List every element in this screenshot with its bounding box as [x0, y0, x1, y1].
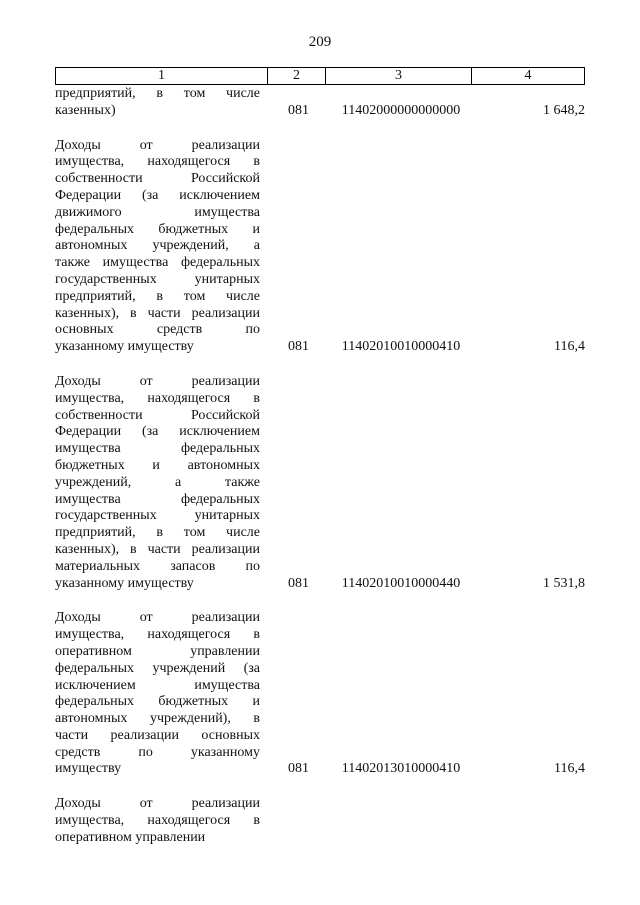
description-line: Доходы от реализации — [55, 137, 260, 153]
row-description — [55, 610, 260, 778]
description-line: федеральных бюджетных и — [55, 694, 260, 710]
table-header — [55, 67, 585, 85]
row-admin-code: 081 — [288, 575, 309, 591]
table-row — [55, 138, 585, 356]
description-line: казенных), в части реализации — [55, 305, 260, 321]
description-line: основных средств по — [55, 322, 260, 338]
description-line: части реализации основных — [55, 727, 260, 743]
description-line: федеральных учреждений (за — [55, 660, 260, 676]
row-amount: 1 531,8 — [543, 575, 585, 591]
description-line: государственных унитарных — [55, 508, 260, 524]
row-kbk-code: 11402013010000410 — [341, 761, 461, 777]
description-line: имуществу — [55, 761, 122, 777]
header-col-4: 4 — [524, 68, 532, 83]
header-col-1: 1 — [56, 68, 268, 84]
description-line: имущества федеральных — [55, 441, 260, 457]
description-line: предприятий, в том числе — [55, 288, 260, 304]
row-kbk-code: 11402000000000000 — [341, 102, 461, 118]
description-line: собственности Российской — [55, 171, 260, 187]
table-body — [55, 86, 585, 847]
description-line: имущества, находящегося в — [55, 390, 260, 406]
row-kbk-code: 11402010010000440 — [341, 575, 461, 591]
table-row — [55, 610, 585, 778]
description-line: исключением имущества — [55, 677, 260, 693]
description-line: Федерации (за исключением — [55, 187, 260, 203]
row-description — [55, 86, 260, 120]
description-line: средств по указанному — [55, 744, 260, 760]
description-line: имущества, находящегося в — [55, 154, 260, 170]
table-row — [55, 86, 585, 120]
description-line: оперативном управлении — [55, 643, 260, 659]
row-admin-code: 081 — [288, 339, 309, 355]
description-line: государственных унитарных — [55, 271, 260, 287]
page-number: 209 — [308, 34, 332, 50]
description-line: автономных учреждений), в — [55, 711, 260, 727]
description-line: указанному имуществу — [55, 339, 194, 355]
description-line: предприятий, в том числе — [55, 86, 260, 101]
row-admin-code: 081 — [288, 761, 309, 777]
row-amount: 1 648,2 — [543, 102, 585, 118]
row-admin-code: 081 — [288, 102, 309, 118]
description-line: предприятий, в том числе — [55, 525, 260, 541]
description-line: казенных), в части реализации — [55, 541, 260, 557]
description-line: учреждений, а также — [55, 474, 260, 490]
description-line: Доходы от реализации — [55, 796, 260, 812]
description-line: бюджетных и автономных — [55, 457, 260, 473]
description-line: движимого имущества — [55, 204, 260, 220]
description-line: автономных учреждений, а — [55, 238, 260, 254]
row-description — [55, 796, 260, 846]
description-line: собственности Российской — [55, 407, 260, 423]
row-amount: 116,4 — [554, 339, 585, 355]
description-line: имущества федеральных — [55, 491, 260, 507]
description-line: оперативном управлении — [55, 829, 206, 845]
description-line: Федерации (за исключением — [55, 424, 260, 440]
row-description — [55, 138, 260, 356]
description-line: казенных) — [55, 102, 116, 118]
table-row — [55, 374, 585, 592]
description-line: материальных запасов по — [55, 558, 260, 574]
row-description — [55, 374, 260, 592]
description-line: также имущества федеральных — [55, 255, 260, 271]
description-line: Доходы от реализации — [55, 610, 260, 626]
header-col-2: 2 — [268, 68, 326, 84]
table-row — [55, 796, 585, 846]
row-kbk-code: 11402010010000410 — [341, 339, 461, 355]
description-line: имущества, находящегося в — [55, 627, 260, 643]
header-col-3: 3 — [326, 68, 472, 84]
description-line: федеральных бюджетных и — [55, 221, 260, 237]
description-line: Доходы от реализации — [55, 373, 260, 389]
row-amount: 116,4 — [554, 761, 585, 777]
description-line: имущества, находящегося в — [55, 813, 260, 829]
description-line: указанному имуществу — [55, 575, 194, 591]
